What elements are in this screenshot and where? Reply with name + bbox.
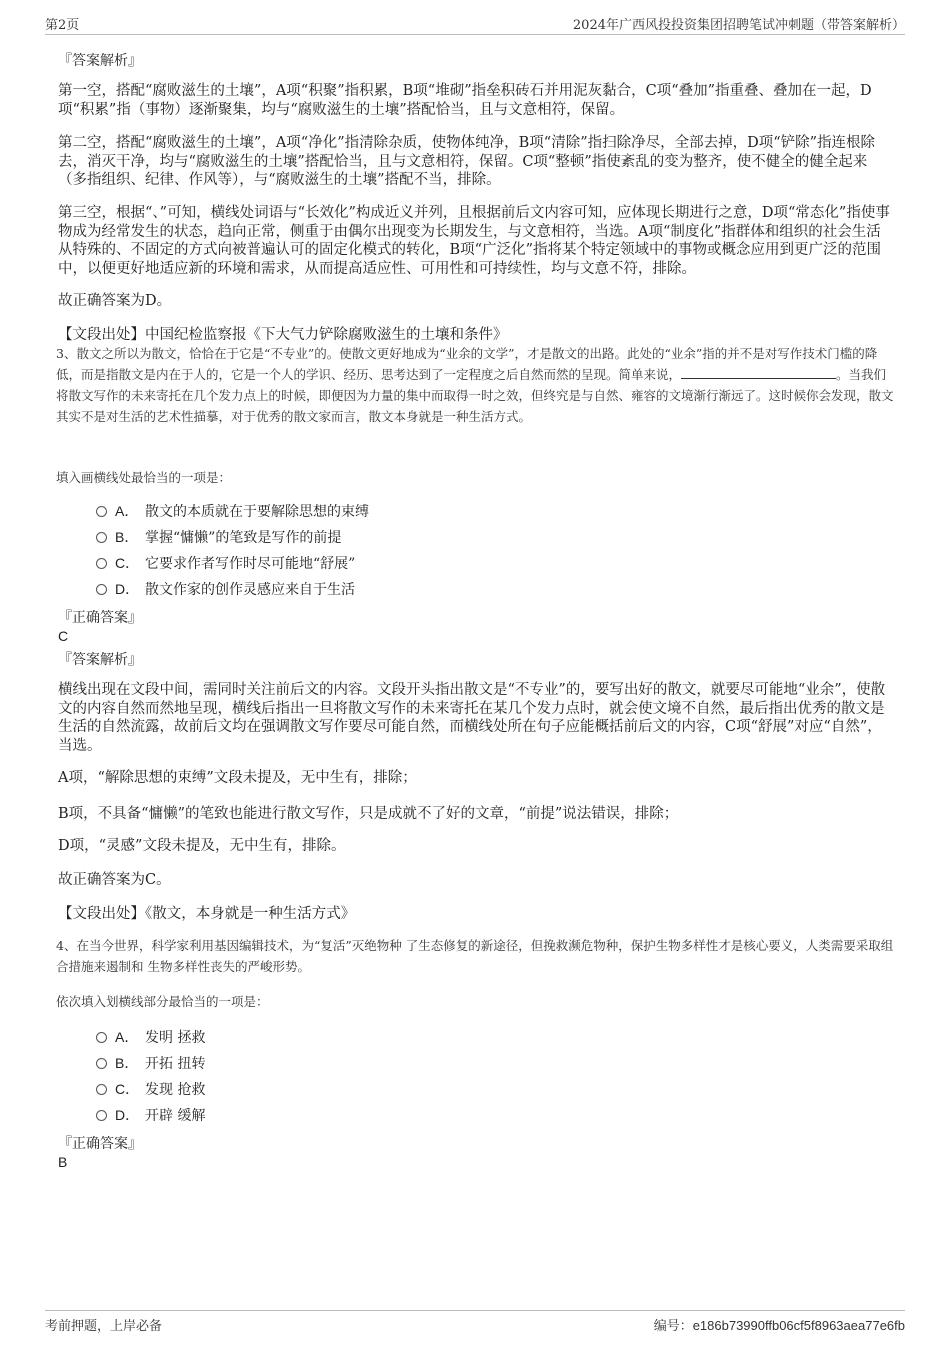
question-3-stem [56,343,896,427]
question-4-prompt: 依次填入划横线部分最恰当的一项是： [56,994,269,1009]
correct-answer: B [58,1154,68,1170]
analysis-paragraph-1: 第一空，搭配“腐败滋生的土壤”，A项“积聚”指积累，B项“堆砌”指垒积砖石并用泥灰黏合，C项“叠加”指重叠、叠加在一起，D项“积累”指（事物）逐渐聚集，均与“腐败滋生的土壤”搭配恰当，且与文意相符，保留。 [58,83,872,118]
analysis-paragraph-4: D项，“灵感”文段未提及，无中生有，排除。 [58,838,346,854]
analysis-paragraph-2: 第二空，搭配“腐败滋生的土壤”，A项“净化”指清除杂质，使物体纯净，B项“清除”指扫除净尽，全部去掉，D项“铲除”指连根除去，消灭干净，均与“腐败滋生的土壤”搭配恰当，且与文意相符，保留。C项“整顿”指使紊乱的变为整齐，使不健全的健全起来（多指组织、纪律、作风等），与“腐败滋生的土壤”搭配不当，排除。 [58,135,876,188]
radio-icon[interactable] [96,1110,107,1121]
analysis-paragraph-3: B项，不具备“慵懒”的笔致也能进行散文写作，只是成就不了好的文章，“前提”说法错误，排除； [58,806,679,822]
question-4-option-b[interactable]: B． 开拓 扭转 [96,1053,205,1073]
correct-answer: C [58,628,69,644]
question-3-option-d[interactable]: D． 散文作家的创作灵感应来自于生活 [96,579,355,599]
radio-icon[interactable] [96,1058,107,1069]
question-3-option-a[interactable]: A． 散文的本质就在于要解除思想的束缚 [96,501,369,521]
analysis-heading: 『答案解析』 [58,53,142,69]
analysis-heading: 『答案解析』 [58,652,142,668]
radio-icon[interactable] [96,532,107,543]
correct-answer-heading: 『正确答案』 [58,1136,142,1152]
question-4-option-d[interactable]: D． 开辟 缓解 [96,1105,205,1125]
analysis-paragraph-3: 第三空，根据“、”可知，横线处词语与“长效化”构成近义并列，且根据前后文内容可知，应体现长期进行之意，D项“常态化”指使事物成为经常发生的状态，趋向正常，侧重于由偶尔出现变为长期发生，与文意相符，当选。A项“制度化”指群体和组织的社会生活从特殊的、不固定的方式向被普遍认可的固定化模式的转化，B项“广泛化”指将某个特定领域中的事物或概念应用到更广泛的范围中，以便更好地适应新的环境和需求，从而提高适应性、可用性和可持续性，均与文意不符，排除。 [58,205,890,277]
analysis-paragraph-1: 横线出现在文段中间，需同时关注前后文的内容。文段开头指出散文是“不专业”的，要写出好的散文，就要尽可能地“业余”，使散文的内容自然而然地呈现，横线后指出一旦将散文写作的未来寄托在某几个发力点时，就会使文境不自然，最后指出优秀的散文是生活的自然流露，故前后文均在强调散文写作要尽可能自然，而横线处所在句子应能概括前后文的内容，C项“舒展”对应“自然”，当选。 [58,682,886,754]
question-3-option-b[interactable]: B． 掌握“慵懒”的笔致是写作的前提 [96,527,341,547]
radio-icon[interactable] [96,584,107,595]
passage-source: 【文段出处】《散文，本身就是一种生活方式》 [58,906,356,922]
question-3-stem-part-1: 3、散文之所以为散文，恰恰在于它是“不专业”的。使散文更好地成为“业余的文学”，才是散文的出路。此处的“业余”指的并不是对写作技术门槛的降低，而是指散文是内在于人的，它是一个人的学识、经历、思考达到了一定程度之后自然而然的呈现。简单来说， [56,346,878,382]
footer-slogan: 考前押题，上岸必备 [45,1319,163,1334]
question-3-prompt: 填入画横线处最恰当的一项是： [56,470,232,485]
fill-in-blank [681,366,836,379]
question-3-option-c[interactable]: C． 它要求作者写作时尽可能地“舒展” [96,553,355,573]
page-header [45,12,905,35]
radio-icon[interactable] [96,1032,107,1043]
radio-icon[interactable] [96,1084,107,1095]
question-4-option-c[interactable]: C． 发现 抢救 [96,1079,205,1099]
question-4-option-a[interactable]: A． 发明 拯救 [96,1027,205,1047]
question-4-stem: 4、在当今世界，科学家利用基因编辑技术，为“复活”灭绝物种 了生态修复的新途径，但挽救濒危物种，保护生物多样性才是核心要义，人类需要采取组合措施来遏制和 生物多样性丧失的严峻形势。 [56,938,894,974]
page-number: 第2页 [45,18,80,33]
radio-icon[interactable] [96,506,107,517]
question-3-stem-part-2: 。当我们将散文写作的未来寄托在几个发力点上的时候，即便因为力量的集中而取得一时之效，但终究是与自然、雍容的文境渐行渐远了。这时候你会发现，散文其实不是对生活的艺术性描摹，对于优秀的散文家而言，散文本身就是一种生活方式。 [56,367,894,424]
document-title: 2024年广西风投投资集团招聘笔试冲刺题（带答案解析） [572,18,905,33]
answer-conclusion: 故正确答案为D。 [58,293,172,309]
analysis-paragraph-2: A项，“解除思想的束缚”文段未提及，无中生有，排除； [58,770,417,786]
passage-source: 【文段出处】中国纪检监察报《下大气力铲除腐败滋生的土壤和条件》 [58,327,508,343]
radio-icon[interactable] [96,558,107,569]
answer-conclusion: 故正确答案为C。 [58,872,171,888]
correct-answer-heading: 『正确答案』 [58,610,142,626]
page-footer [45,1310,905,1333]
document-id: 编号：e186b73990ffb06cf5f8963aea77e6fb [653,1318,905,1333]
